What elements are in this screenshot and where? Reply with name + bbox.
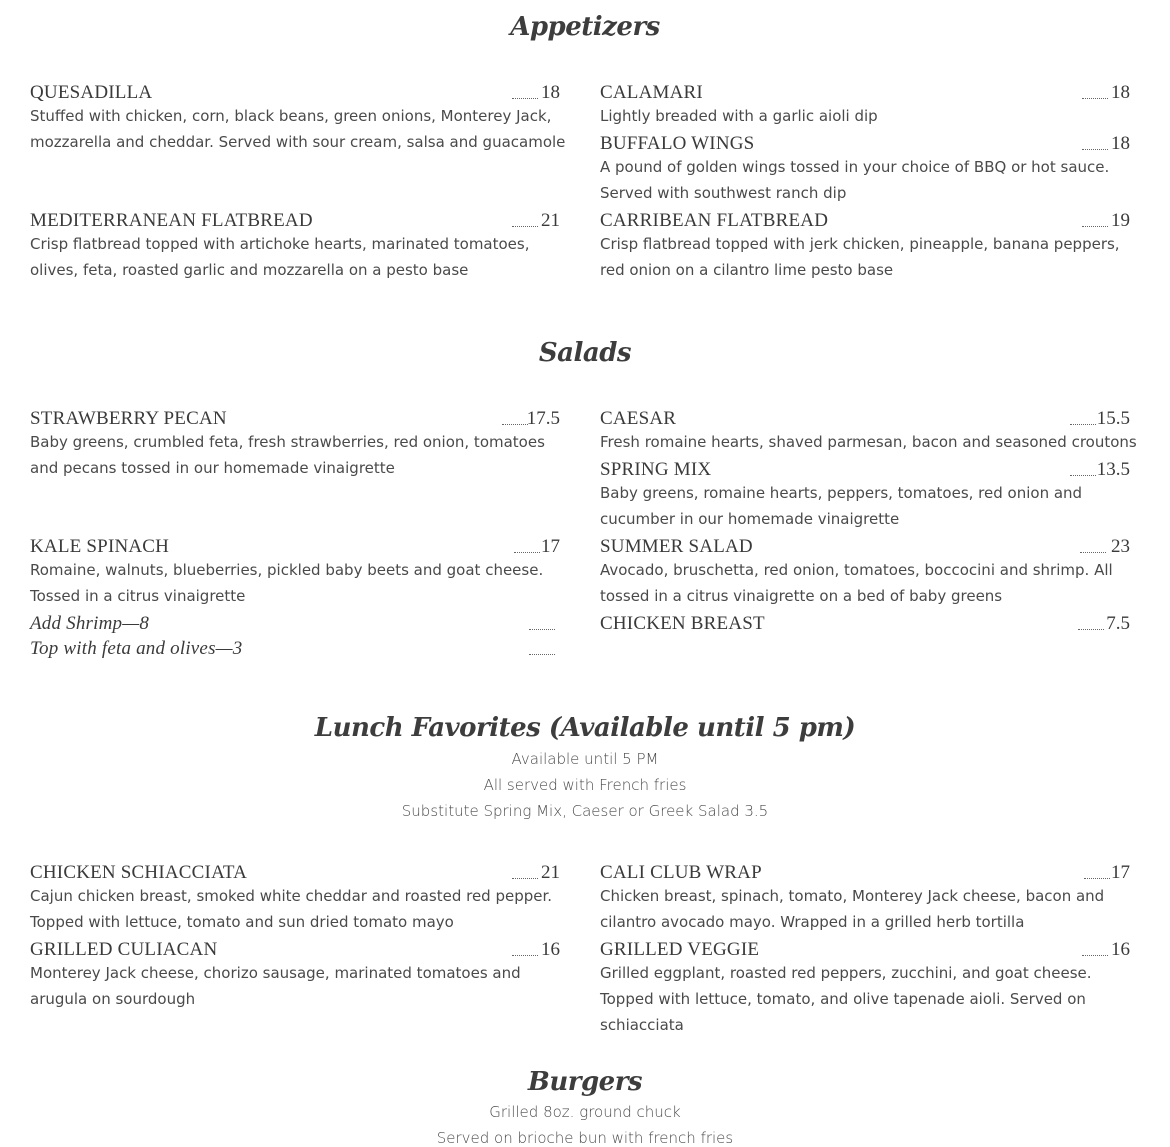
item-price: 21	[541, 210, 560, 231]
leader-dots	[512, 226, 538, 227]
add-on-item	[30, 638, 560, 660]
item-description: Romaine, walnuts, blueberries, pickled baby beets and goat cheese. Tossed in a citrus vinaigrette	[30, 561, 544, 605]
menu-item	[600, 133, 1130, 206]
item-description: Crisp flatbread topped with artichoke hearts, marinated tomatoes, olives, feta, roasted garlic and mozzarella on a pesto base	[30, 235, 530, 279]
item-name: STRAWBERRY PECAN	[30, 408, 227, 429]
item-name: QUESADILLA	[30, 82, 153, 103]
item-name: Top with feta and olives—3	[30, 638, 243, 659]
leader-dots	[502, 424, 528, 425]
leader-dots	[514, 552, 540, 553]
section-title-burgers: Burgers	[527, 1067, 643, 1097]
menu-item	[30, 408, 560, 481]
section-note: Grilled 8oz. ground chuck	[489, 1103, 681, 1121]
menu-item	[600, 536, 1130, 609]
menu-item	[600, 210, 1130, 283]
item-description: A pound of golden wings tossed in your choice of BBQ or hot sauce. Served with southwest ranch dip	[600, 158, 1110, 202]
item-name: SPRING MIX	[600, 459, 712, 480]
menu-item	[600, 862, 1130, 935]
leader-dots	[1070, 424, 1096, 425]
item-price: 16	[541, 939, 560, 960]
item-description: Baby greens, crumbled feta, fresh strawberries, red onion, tomatoes and pecans tossed in our homemade vinaigrette	[30, 433, 545, 477]
menu-item	[30, 210, 560, 283]
item-description: Monterey Jack cheese, chorizo sausage, marinated tomatoes and arugula on sourdough	[30, 964, 521, 1008]
item-description: Baby greens, romaine hearts, peppers, tomatoes, red onion and cucumber in our homemade vinaigrette	[600, 484, 1083, 528]
item-name: MEDITERRANEAN FLATBREAD	[30, 210, 313, 231]
leader-dots	[1082, 149, 1108, 150]
item-description: Lightly breaded with a garlic aioli dip	[600, 107, 878, 125]
item-name: GRILLED VEGGIE	[600, 939, 760, 960]
item-name: SUMMER SALAD	[600, 536, 753, 557]
item-name: BUFFALO WINGS	[600, 133, 755, 154]
leader-dots	[512, 878, 538, 879]
leader-dots	[1082, 955, 1108, 956]
item-description: Cajun chicken breast, smoked white cheddar and roasted red pepper. Topped with lettuce, tomato and sun dried tomato mayo	[30, 887, 553, 931]
menu-item	[30, 82, 566, 155]
leader-dots	[1070, 475, 1096, 476]
section-title-lunch: Lunch Favorites (Available until 5 pm)	[314, 713, 856, 743]
leader-dots	[1082, 226, 1108, 227]
leader-dots	[1080, 552, 1106, 553]
item-price: 15.5	[1096, 408, 1130, 429]
item-price: 7.5	[1106, 613, 1130, 634]
menu-item	[600, 613, 1130, 635]
section-note: Served on brioche bun with french fries	[436, 1129, 734, 1147]
section-title-salads: Salads	[538, 338, 632, 368]
item-description: Chicken breast, spinach, tomato, Monterey Jack cheese, bacon and cilantro avocado mayo. Wrapped in a grilled herb tortilla	[600, 887, 1105, 931]
item-price: 16	[1111, 939, 1130, 960]
leader-dots	[1078, 629, 1104, 630]
item-description: Crisp flatbread topped with jerk chicken, pineapple, banana peppers, red onion on a cilantro lime pesto base	[600, 235, 1120, 279]
item-name: CALI CLUB WRAP	[600, 862, 762, 883]
item-price: 21	[541, 862, 560, 883]
item-price: 23	[1111, 536, 1130, 557]
item-price: 13.5	[1096, 459, 1130, 480]
section-note: Available until 5 PM	[511, 750, 659, 768]
item-price: 17.5	[526, 408, 560, 429]
item-description: Fresh romaine hearts, shaved parmesan, bacon and seasoned croutons	[600, 433, 1137, 451]
menu-item	[600, 939, 1130, 1038]
item-name: CAESAR	[600, 408, 677, 429]
section-note: Substitute Spring Mix, Caeser or Greek Salad 3.5	[401, 802, 769, 820]
menu-item	[30, 862, 560, 935]
item-name: GRILLED CULIACAN	[30, 939, 218, 960]
leader-dots	[1082, 98, 1108, 99]
item-price: 18	[1111, 133, 1130, 154]
menu-item	[600, 408, 1137, 455]
add-on-item	[30, 613, 560, 635]
item-price: 17	[541, 536, 560, 557]
leader-dots	[512, 955, 538, 956]
item-name: CHICKEN BREAST	[600, 613, 765, 634]
item-name: KALE SPINACH	[30, 536, 170, 557]
leader-dots	[512, 98, 538, 99]
item-name: Add Shrimp—8	[30, 613, 150, 634]
item-price: 19	[1111, 210, 1130, 231]
item-name: CALAMARI	[600, 82, 703, 103]
menu-item	[30, 536, 560, 609]
section-title-appetizers: Appetizers	[510, 12, 660, 42]
menu-item	[600, 459, 1130, 532]
item-description: Avocado, bruschetta, red onion, tomatoes, boccocini and shrimp. All tossed in a citrus vinaigrette on a bed of baby greens	[600, 561, 1113, 605]
menu-item	[30, 939, 560, 1012]
menu-item	[600, 82, 1130, 129]
section-note: All served with French fries	[483, 776, 687, 794]
item-description: Grilled eggplant, roasted red peppers, zucchini, and goat cheese. Topped with lettuce, tomato, and olive tapenade aioli. Served on schiacciata	[600, 964, 1092, 1034]
item-name: CHICKEN SCHIACCIATA	[30, 862, 248, 883]
leader-dots	[529, 629, 555, 630]
item-price: 18	[541, 82, 560, 103]
item-description: Stuffed with chicken, corn, black beans, green onions, Monterey Jack, mozzarella and cheddar. Served with sour cream, salsa and guacamole	[30, 107, 566, 151]
item-price: 17	[1111, 862, 1130, 883]
item-price: 18	[1111, 82, 1130, 103]
item-name: CARRIBEAN FLATBREAD	[600, 210, 829, 231]
leader-dots	[1084, 878, 1110, 879]
leader-dots	[529, 654, 555, 655]
